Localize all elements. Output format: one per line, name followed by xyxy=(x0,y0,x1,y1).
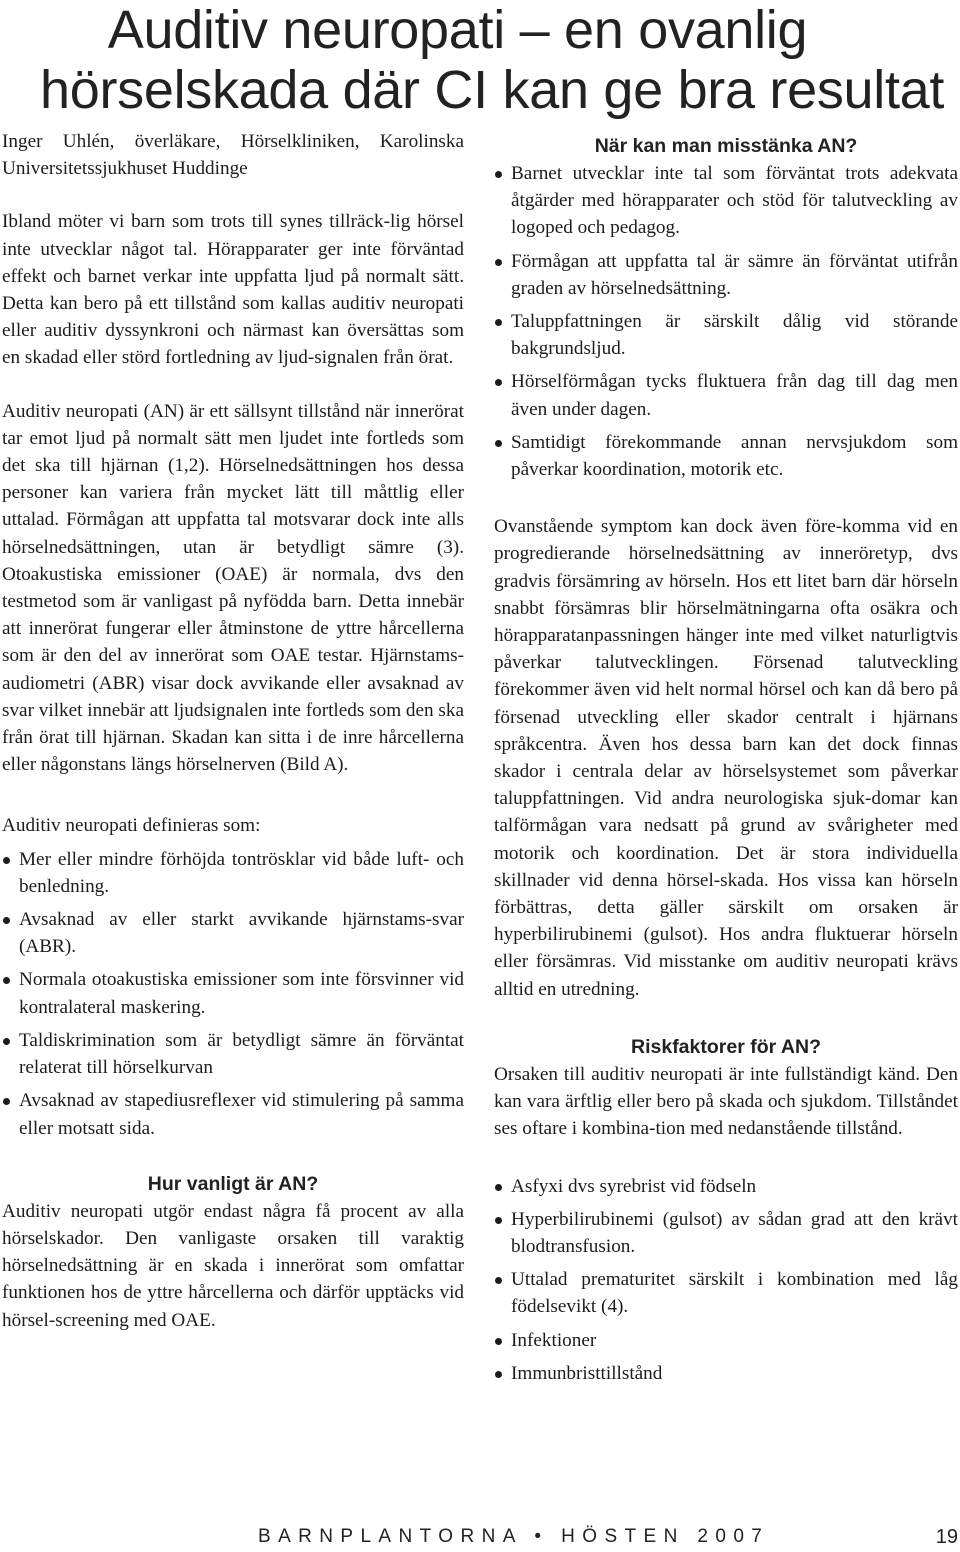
risk-paragraph: Orsaken till auditiv neuropati är inte fullständigt känd. Den kan vara ärftlig eller bero på skada och sjukdom. Tillståndet ses oftare i kombina-tion med nedanstående tillstånd. xyxy=(494,1063,958,1140)
list-item: Taluppfattningen är särskilt dålig vid störande bakgrundsljud. xyxy=(494,308,958,362)
section-heading-risk: Riskfaktorer för AN? xyxy=(631,1035,821,1058)
list-item: Förmågan att uppfatta tal är sämre än förväntat utifrån graden av hörselnedsättning. xyxy=(494,248,958,302)
list-item: Infektioner xyxy=(494,1327,958,1354)
list-item: Hyperbilirubinemi (gulsot) av sådan grad att den krävt blodtransfusion. xyxy=(494,1206,958,1260)
definition-list xyxy=(2,846,464,1142)
list-item: Barnet utvecklar inte tal som förväntat trots adekvata åtgärder med hörapparater och stöd för talutveckling av logoped och pedagog. xyxy=(494,160,958,242)
intro-paragraph: Ibland möter vi barn som trots till synes tillräck-lig hörsel inte utvecklar något tal. Hörapparater ger inte förväntad effekt och barnet verkar inte uppfatta ljud på normalt sätt. Detta kan bero på ett tillstånd som kallas auditiv neuropati eller auditiv dyssynkroni och närmast kan översättas som en skadad eller störd fortledning av ljud-signalen från örat. xyxy=(2,211,464,369)
list-item: Normala otoakustiska emissioner som inte försvinner vid kontralateral maskering. xyxy=(2,966,464,1020)
definition-intro: Auditiv neuropati definieras som: xyxy=(2,815,261,837)
frequency-paragraph: Auditiv neuropati utgör endast några få procent av alla hörselskador. Den vanligaste orsaken till varaktig hörselnedsättning är en skada i innerörat som omfattar funktionen hos de yttre hårcellerna och därför upptäcks vid hörsel-screening med OAE. xyxy=(2,1200,464,1331)
section-heading-suspect: När kan man misstänka AN? xyxy=(594,135,858,157)
list-item: Avsaknad av stapediusreflexer vid stimulering på samma eller motsatt sida. xyxy=(2,1087,464,1141)
page-number: 19 xyxy=(935,1526,958,1548)
suspect-list xyxy=(494,160,958,483)
title-line-2: hörselskada där CI kan ge bra resultat xyxy=(40,60,945,120)
list-item: Uttalad prematuritet särskilt i kombination med låg födelsevikt (4). xyxy=(494,1266,958,1320)
body-paragraph: Auditiv neuropati (AN) är ett sällsynt tillstånd när innerörat tar emot ljud på normalt sätt men ljudet inte fortleds som det ska till hjärnan (1,2). Hörselnedsättningen hos dessa personer kan variera från mycket lätt till måttlig eller uttalad. Förmågan att uppfatta tal motsvarar dock inte alls hörselnedsättningen, utan är betydligt sämre (3). Otoakustiska emissioner (OAE) är normala, dvs den testmetod som är vanligast på nyfödda barn. Detta innebär att innerörat fungerar eller åtminstone de yttre hårcellerna som är den del av innerörat som OAE testar. Hjärnstams-audiometri (ABR) visar dock avvikande eller avsaknad av svar vilket innebär att ljudsignalen inte fortleds som den ska från örat till hjärnan. Skadan kan sitta i de inre hårcellerna eller någonstans längs hörselnerven (Bild A). xyxy=(2,400,464,776)
left-column xyxy=(2,128,464,1334)
list-item: Taldiskrimination som är betydligt sämre än förväntat relaterat till hörselkurvan xyxy=(2,1027,464,1081)
risk-list xyxy=(494,1173,958,1387)
list-item: Immunbristtillstånd xyxy=(494,1360,958,1387)
right-column xyxy=(494,132,958,1393)
title-line-1: Auditiv neuropati – en ovanlig xyxy=(107,0,808,60)
list-item: Samtidigt förekommande annan nervsjukdom som påverkar koordination, motorik etc. xyxy=(494,429,958,483)
list-item: Asfyxi dvs syrebrist vid födseln xyxy=(494,1173,958,1200)
list-item: Avsaknad av eller starkt avvikande hjärnstams-svar (ABR). xyxy=(2,906,464,960)
list-item: Hörselförmågan tycks fluktuera från dag till dag men även under dagen. xyxy=(494,368,958,422)
author-byline: Inger Uhlén, överläkare, Hörselkliniken, Karolinska Universitetssjukhuset Huddinge xyxy=(2,131,464,180)
running-title: BARNPLANTORNA • HÖSTEN 2007 xyxy=(258,1526,770,1547)
section-heading-frequency: Hur vanligt är AN? xyxy=(147,1172,319,1195)
article-title xyxy=(40,0,955,120)
list-item: Mer eller mindre förhöjda tontrösklar vid både luft- och benledning. xyxy=(2,846,464,900)
symptom-paragraph: Ovanstående symptom kan dock även före-komma vid en progredierande hörselnedsättning av inneröretyp, dvs gradvis försämring av hörseln. Hos ett litet barn där hörseln snabbt försämras blir hörselmätningarna ofta osäkra och hörapparatanpassningen hänger inte med vilket naturligtvis påverkar talutvecklingen. Försenad talutveckling förekommer även vid helt normal hörsel och kan då bero på försenad utveckling eller skador centralt i hjärnans språkcentra. Även hos dessa barn kan det dock finnas skador i centrala delar av hörselsystemet som påverkar taluppfattningen. Vid andra neurologiska sjuk-domar kan talförmågan vara nedsatt på grund av svårigheter med motorik och koordination. Det är stora individuella skillnader vid denna hörsel-skada. Hos vissa kan hörseln förbättras, detta gäller särskilt om orsaken är hyperbilirubinemi (gulsot). Hos andra fluktuerar hörseln eller försämras. Vid misstanke om auditiv neuropati krävs alltid en utredning. xyxy=(494,516,958,1000)
page-footer xyxy=(258,1526,958,1552)
